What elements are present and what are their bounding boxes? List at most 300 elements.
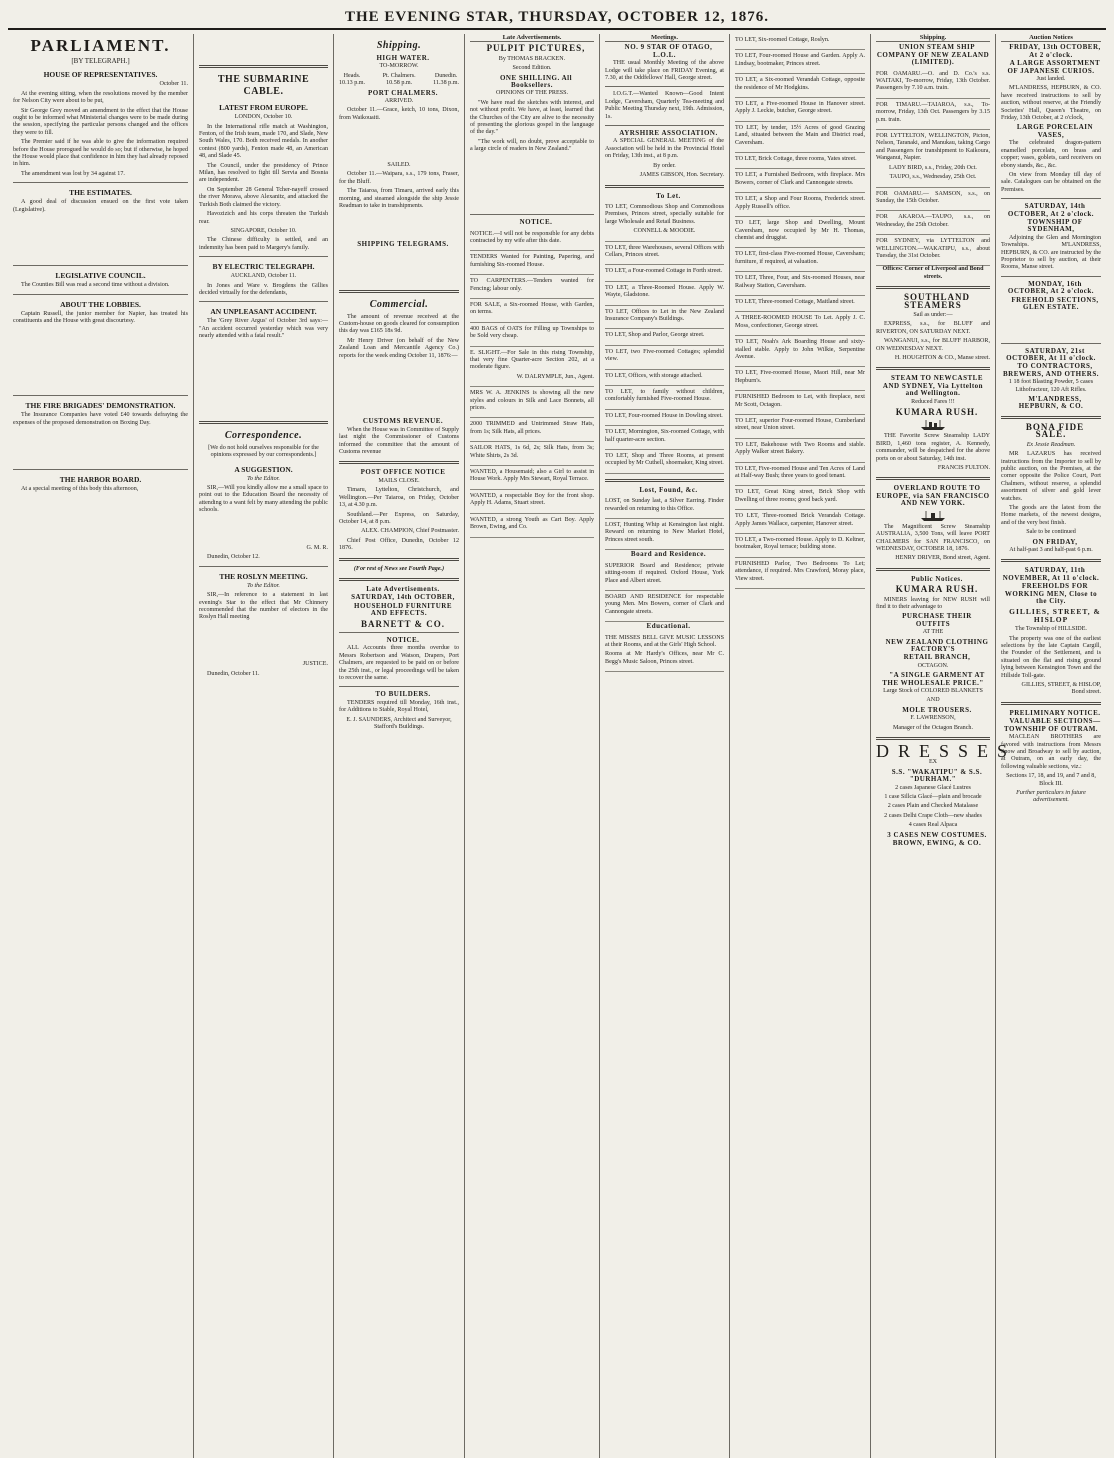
ad-text: WANGANUI, s.s., for BLUFF HARBOR, ON WEDNESDAY NEXT. — [876, 338, 990, 352]
ad-text: MINERS leaving for NEW RUSH will find it to their advantage to — [876, 596, 990, 610]
ad-text: TO LET, Offices to Let in the New Zealand Insurance Company's Buildings. — [605, 308, 724, 322]
sale-date: SATURDAY, 21st OCTOBER, At 11 o'clock. — [1006, 346, 1096, 363]
builders-heading: TO BUILDERS. — [375, 690, 431, 699]
fire-heading: THE FIRE BRIGADES' DEMONSTRATION. — [25, 401, 176, 411]
ad-signature: CONNELL & MOODIE. — [633, 228, 696, 235]
classified-ad — [605, 201, 724, 242]
classified-ad — [470, 251, 594, 275]
ad-text: TO LET, a Five-roomed House in Hanover street. Apply J. Leckie, butcher, George street. — [735, 101, 865, 115]
ad-text: WANTED, a respectable Boy for the front shop. Apply H. Adams, Stuart street. — [470, 492, 594, 507]
sale-date: SATURDAY, 14th OCTOBER, — [351, 593, 455, 602]
letter-signature: JUSTICE. — [302, 661, 328, 668]
manager-name: F. LAWRENSON, — [910, 715, 956, 722]
masthead: THE EVENING STAR, THURSDAY, OCTOBER 12, 1876. — [8, 4, 1106, 30]
late-ads-heading: Late Advertisements. — [470, 34, 594, 42]
article-paragraph: In Jones and Ware v. Brogdens the Gillies decided virtually for the defendants, — [199, 282, 328, 296]
commercial-paragraph: When the House was in Committee of Supply last night the Commissioner of Customs informed the committee that the amount of Customs revenue — [339, 426, 459, 456]
ad-text: FOR AKAROA.—TAUPO, s.s., on Wednesday, the 25th October. — [876, 214, 990, 228]
classified-ad — [735, 367, 865, 391]
factory-line: NEW ZEALAND CLOTHING FACTORY'S — [885, 637, 989, 653]
lost-found-heading: Lost, Found, &c. — [639, 485, 698, 494]
sailed-label: SAILED. — [387, 161, 411, 168]
ayrshire-title: AYRSHIRE ASSOCIATION. — [619, 129, 718, 138]
ad-text: MACLEAN BROTHERS are favored with instructions from Messrs Snow and Broadway to sell by auction, at Outram, on an early day, the following valuable sections, viz.: — [1001, 734, 1101, 770]
company-offices: Offices: Corner of Liverpool and Bond streets. — [882, 266, 984, 280]
ad-text: TO LET, Noah's Ark Boarding House and sixty-stalled stable. Apply to John Wilkie, Serpentine Avenue. — [735, 339, 865, 360]
pulpit-title: PULPIT PICTURES, — [486, 43, 586, 54]
letter-paragraph: SIR,—In reference to a statement in last evening's Star to the effect that Mr Chinnery recommended that the number of electors in the Roslyn Hall meeting — [199, 592, 328, 621]
ad-text: TO LET, two Five-roomed Cottages; splendid view. — [605, 348, 724, 363]
ad-text: BOARD AND RESIDENCE for respectable young Men. Mrs Bowers, corner of Clark and Cannongate streets. — [605, 593, 724, 615]
sailing-ad — [876, 68, 990, 99]
classified-ad — [470, 442, 594, 466]
classified-ad — [605, 306, 724, 330]
ad-text: 1 18 foot Blasting Powder, 5 cases Lithofracteur, 120 Aft Rifles. — [1008, 379, 1094, 393]
sailing-ad — [876, 188, 990, 212]
classified-ad — [605, 519, 724, 550]
steamship-icon — [920, 510, 946, 522]
ad-text: TO LET, Mornington, Six-roomed Cottage, with half quarter-acre section. — [605, 429, 724, 443]
telegrams-heading: SHIPPING TELEGRAMS. — [357, 239, 449, 248]
ad-text: M'LANDRESS, HEPBURN, & CO. have received instructions to sell by auction, without reserve, at the Friendly Societies' Hall, Queen's Theatre, on Friday, 13th October, at 2 o'clock, — [1001, 85, 1101, 122]
ad-text: TO LET, Four-roomed House and Garden. Apply A. Lindsay, bootmaker, Princes street. — [735, 53, 865, 67]
case-line: 2 cases Japanese Glacé Lustres — [895, 784, 971, 791]
ad-text: TO LET, Three-roomed Brick Verandah Cottage. Apply James Wallace, carpenter, Hanover street. — [735, 513, 865, 527]
preliminary-title: PRELIMINARY NOTICE. — [1009, 708, 1101, 717]
arrived-label: ARRIVED. — [384, 98, 414, 105]
classified-ad — [470, 275, 594, 299]
council-heading: LEGISLATIVE COUNCIL. — [55, 271, 146, 281]
steamship-icon — [920, 419, 946, 431]
shipping-heading: Shipping. — [376, 40, 422, 51]
sailing-ad — [876, 211, 990, 235]
ad-text: E. SLIGHT.—For Sale in this rising Township, that very fine Quarter-acre Section 202, at a moderate figure. — [470, 349, 594, 371]
sale-date: SATURDAY, 11th NOVEMBER, At 11 o'clock. — [1002, 566, 1100, 582]
ad-text: TO LET, Three, Four, and Six-roomed Houses, near Railway Station, Caversham. — [735, 275, 865, 289]
port-heading: PORT CHALMERS. — [367, 88, 439, 97]
correspondence-heading: Correspondence. — [224, 429, 303, 441]
article-paragraph: At a special meeting of this body this afternoon, — [21, 485, 139, 492]
ad-text: TO LET, Brick Cottage, three rooms, Yates street. — [735, 156, 857, 163]
classified-ad — [470, 514, 594, 538]
tide-table — [339, 73, 459, 88]
postmaster-signature: ALEX. CHAMPION, Chief Postmaster. — [361, 528, 459, 535]
ad-text: 400 BAGS of OATS for Filling up Townships to be Sold very cheap. — [470, 325, 594, 340]
classified-ad — [605, 329, 724, 345]
ad-text: The Magnificent Screw Steamship AUSTRALIA, 3,500 Tons, will leave PORT CHALMERS for SAN FRANCISCO, on WEDNESDAY, OCTOBER 18, 1876. — [876, 523, 990, 552]
bona-fide-title: BONA FIDE SALE. — [1025, 421, 1085, 440]
ad-text: TO LET, superior Four-roomed House, Cumberland street, near Union street. — [735, 418, 865, 432]
column-auctions — [996, 34, 1106, 1458]
classified-ad — [605, 591, 724, 622]
notice-text: ALL Accounts three months overdue to Messrs Robertson and Watson, Drapers, Port Chalmers, are requested to be paid on or before the 25th inst., or legal proceedings will be taken to recover the same. — [339, 645, 459, 681]
auction-heading: Auction Notices — [1001, 34, 1101, 42]
ad-text: TO LET, Three-roomed Cottage, Maitland street. — [735, 298, 855, 305]
auctioneer-name: M'LANDRESS, HEPBURN, & CO. — [1018, 395, 1084, 411]
ad-text: TO LET, by tender, 15½ Acres of good Grazing Land, situated between the Main and District road, Caversham. — [735, 124, 865, 146]
shipping-entry: October 11.—Waipara, s.s., 179 tons, Fraser, for the Bluff. — [339, 171, 459, 185]
meeting-text: A SPECIAL GENERAL MEETING of the Association will be held in the Provincial Hotel on Friday, 13th inst., at 8 p.m. — [605, 138, 724, 160]
landed-line: Just landed. — [1036, 76, 1066, 83]
review-quote: "We have read the sketches with interest, and not without profit. We have, at least, learned that the Churches of the City are alive to the necessity of presenting the glorious gospel in the language of the day." — [470, 99, 594, 136]
educational-heading: Educational. — [646, 622, 691, 631]
sale-date: SATURDAY, 14th OCTOBER, At 2 o'clock. — [1007, 202, 1095, 218]
ad-text: TO LET, Offices, with storage attached. — [605, 372, 703, 379]
sale-date: MONDAY, 16th OCTOBER, At 2 o'clock. — [1007, 279, 1095, 296]
costumes-line: 3 CASES NEW COSTUMES. — [887, 830, 987, 839]
column-meetings — [600, 34, 730, 1458]
household-heading: HOUSEHOLD FURNITURE AND EFFECTS. — [354, 601, 452, 618]
classified-ad — [470, 299, 594, 323]
late-ads-heading: Late Advertisements. — [366, 584, 440, 593]
ad-text: MRS W. A. JENKINS is showing all the new styles and colours in Silk and Lace Bonnets, all prices. — [470, 390, 594, 412]
classified-ad — [605, 495, 724, 519]
article-paragraph: A good deal of discussion ensued on the first vote taken (Legislative). — [13, 199, 188, 213]
ad-text: TO LET, Bakehouse with Two Rooms and stable. Apply Walker street Bakery. — [735, 441, 865, 456]
ad-text: TO LET, a Shop and Four Rooms, Frederick street. Apply Russell's office. — [735, 196, 865, 210]
pulpit-edition: Second Edition. — [512, 65, 552, 72]
ad-text: On view from Monday till day of sale. Catalogues can be obtained on the Premises. — [1001, 171, 1101, 193]
classified-ad — [735, 534, 865, 558]
ad-text: TO LET, Five-roomed House and Ten Acres of Land at Half-way Bush; three years to good tenant. — [735, 465, 865, 480]
tide-time: 11.38 p.m. — [433, 80, 459, 87]
firm-name: BROWN, EWING, & CO. — [892, 839, 982, 848]
vessel-line: TAUPO, s.s., Wednesday, 25th Oct. — [889, 174, 977, 181]
classified-ad — [605, 242, 724, 266]
kumara-title: KUMARA RUSH. — [895, 407, 979, 418]
japanese-title: A LARGE ASSORTMENT OF JAPANESE CURIOS. — [1007, 59, 1101, 75]
mail-entry: Timaru, Lyttelton, Christchurch, and Wellington.—Per Taiaroa, on Friday, October 13, at 4.30 p.m. — [339, 487, 459, 509]
article-paragraph: At the evening sitting, when the resolutions moved by the member for Nelson City were about to be put, — [13, 90, 188, 105]
ad-text: TO LET, Four-roomed House in Dowling street. — [605, 412, 723, 419]
classified-ad — [735, 98, 865, 122]
case-line: 2 cases Delhi Crape Cloth—new shades — [884, 812, 982, 819]
fares-note: Reduced Fares !!! — [911, 398, 955, 405]
correspondence-note: [We do not hold ourselves responsible for the opinions expressed by our correspondents.] — [208, 444, 319, 459]
classified-ad — [735, 272, 865, 296]
classified-ad — [735, 248, 865, 272]
lodge-title: NO. 9 STAR OF OTAGO, L.O.L. — [624, 43, 713, 59]
ad-text: LOST, Hunting Whip at Kensington last night. Reward on returning to New Market Hotel, Princes street south. — [605, 522, 724, 543]
ad-text: TO LET, large Shop and Dwelling, Mount Caversham, now occupied by Mr H. Thomas, chemist and druggist. — [735, 220, 865, 241]
ad-text: TO LET, Shop and Three Rooms, at present occupied by Mr Cuthell, shoemaker, King street. — [605, 453, 724, 467]
electric-heading: BY ELECTRIC TELEGRAPH. — [212, 262, 315, 272]
ad-text: WANTED, a strong Youth as Cart Boy. Apply Brown, Ewing, and Co. — [470, 516, 594, 531]
classified-ad — [735, 391, 865, 415]
ad-text: TO LET, a Four-roomed Cottage in Forth street. — [605, 268, 723, 275]
ad-text: FOR LYTTELTON, WELLINGTON, Picton, Nelson, Taranaki, and Manukau, taking Cargo and Passengers for transhipment to Kaikoura, Wanganui, Napier. — [876, 133, 990, 162]
ad-text: The goods are the latest from the Home markets, of the newest designs, and of the very best finish. — [1001, 504, 1101, 526]
article-paragraph: The amendment was lost by 34 against 17. — [21, 170, 125, 177]
ad-text: Rooms at Mr Hardy's Offices, near Mr C. Begg's Music Saloon, Princes street. — [605, 651, 724, 665]
sailing-ad — [876, 99, 990, 130]
classified-ad — [470, 387, 594, 418]
classified-ad — [735, 415, 865, 439]
glen-title: FREEHOLD SECTIONS, GLEN ESTATE. — [1011, 295, 1099, 311]
lobbies-heading: ABOUT THE LOBBIES. — [60, 299, 141, 309]
ad-text: The property was one of the earliest selections by the late Captain Cargill, the Founder of the Settlement, and is situated on the flat and rising ground lying between Kensington Town and the Hillside Toll-gate. — [1001, 635, 1101, 679]
ad-text: TO LET, a Three-Roomed House. Apply W. Wayte, Gladstone. — [605, 284, 724, 299]
commercial-heading: Commercial. — [369, 298, 429, 310]
roslyn-heading: THE ROSLYN MEETING. — [219, 571, 308, 581]
classified-ad — [735, 463, 865, 487]
ad-text: Adjoining the Glen and Mornington Townships. M'LANDRESS, HEPBURN, & CO. are instructed by the Proprietor to sell by auction, at their Rooms, Manse street. — [1001, 234, 1101, 271]
column-shipping — [334, 34, 465, 1458]
ex-line: EX — [928, 759, 938, 766]
union-company: UNION STEAM SHIP COMPANY OF NEW ZEALAND (LIMITED). — [876, 43, 990, 67]
article-paragraph: The 'Grey River Argus' of October 3rd says:— "An accident occurred yesterday which was very nearly attended with a fatal result." — [199, 318, 328, 340]
classified-ad — [605, 346, 724, 370]
commercial-paragraph: Mr Henry Driver (on behalf of the New Zealand Loan and Mercantile Agency Co.) reports for the week ending October 11, 1876:— — [339, 337, 459, 359]
ad-text: TO CARPENTERS.—Tenders wanted for Fencing; labour only. — [470, 278, 594, 292]
ad-text: THE MISSES BELL GIVE MUSIC LESSONS at their Rooms, and at the Girls' High School. — [605, 634, 724, 648]
post-office-heading: POST OFFICE NOTICE — [360, 468, 446, 477]
column-parliament — [8, 34, 194, 1458]
ad-text: TO LET, a Six-roomed Verandah Cottage, opposite the residence of Mr Hodgkins. — [735, 77, 865, 91]
harbor-heading: THE HARBOR BOARD. — [59, 474, 142, 484]
ex-ship-line: Ex Jessie Readman. — [1026, 441, 1076, 448]
europe-heading: LATEST FROM EUROPE. — [219, 103, 308, 113]
ad-text: LOST, on Sunday last, a Silver Earring. Finder rewarded on returning to this Office. — [605, 498, 724, 512]
classified-ad — [470, 347, 594, 388]
southland-title: SOUTHLAND STEAMERS — [903, 292, 970, 310]
column-steamers — [871, 34, 1017, 1458]
ad-text: FOR OAMARU.—O. and D. Co.'s s.s. WAITAKI, To-morrow, Friday, 13th October. Passengers by 7.10 a.m. train. — [876, 70, 990, 92]
ad-text: MR LAZARUS has received instructions from the Importer to sell by public auction, on the Premises, at the corner opposite the Police Court, Port Chalmers, without reserve, a splendid assortment of silver and gold lever watches. — [1001, 451, 1101, 502]
classified-ad — [470, 323, 594, 347]
column-cable — [194, 34, 334, 1458]
letter-dateline: Dunedin, October 12. — [207, 554, 260, 561]
byline: [BY TELEGRAPH.] — [71, 57, 130, 65]
classified-ad — [735, 217, 865, 248]
sale-continued: Sale to be continued — [1026, 529, 1076, 536]
garment-slogan: "A SINGLE GARMENT AT THE WHOLESALE PRICE." — [882, 671, 985, 687]
further-line: Further particulars in future advertisement. — [1016, 789, 1086, 804]
article-paragraph: Sir George Grey moved an amendment to the effect that the House ought to be informed what Ministerial changes were to be made during the session, specifying the particular persons changed and the offices they were to fill. — [13, 107, 188, 136]
dateline: SINGAPORE, October 10. — [230, 227, 297, 234]
article-paragraph: On September 28 General Tcher-nayeff crossed the river Morava, above Alexanitz, and attacked the Turkish Both claimed the victory. — [199, 186, 328, 208]
columns — [8, 34, 1106, 1458]
tide-place: Dunedin. — [434, 72, 458, 79]
public-notices-heading: Public Notices. — [911, 574, 963, 583]
ad-text: TO LET, a Furnished Bedroom, with fireplace. Mrs Bowers, corner of Clark and Cannongate streets. — [735, 172, 865, 186]
ad-text: SUPERIOR Board and Residence; private sitting-room if required. Oxford House, York Place and Albert street. — [605, 562, 724, 584]
classified-ad — [605, 632, 724, 673]
shipping-entry: The Taiaroa, from Timaru, arrived early this morning, and steamed alongside the ship Jessie Readman to take in transhipments. — [339, 188, 459, 209]
commercial-paragraph: The amount of revenue received at the Custom-house on goods cleared for consumption this day was £165 18s 9d. — [339, 313, 459, 335]
classified-ad — [605, 450, 724, 474]
classified-ad — [735, 558, 865, 589]
mail-entry: Southland.—Per Express, on Saturday, October 14, at 8 p.m. — [339, 511, 459, 525]
customs-heading: CUSTOMS REVENUE. — [362, 417, 444, 426]
meetings-heading: Meetings. — [605, 34, 724, 42]
classified-ad — [470, 466, 594, 490]
ad-text: TO LET, Five-roomed House, Maori Hill, near Mr Hepburn's. — [735, 370, 865, 384]
classified-ad — [605, 410, 724, 426]
shipping-entry: October 11.—Grace, ketch, 10 tons, Dixon, from Waikouaiti. — [339, 107, 459, 121]
ad-text: TO LET, a Two-roomed House. Apply to D. Keltner, bootmaker, Royal terrace; building stone. — [735, 537, 865, 551]
column-to-let — [730, 34, 871, 1458]
tide-time: 10.13 p.m. — [339, 80, 366, 87]
sale-date: FRIDAY, 13th OCTOBER, At 2 o'clock. — [1009, 43, 1101, 59]
classified-ad — [470, 490, 594, 514]
to-editor: To the Editor. — [247, 582, 280, 589]
tide-time: 10.58 p.m. — [386, 80, 413, 87]
article-paragraph: Havozizich and his corps threaten the Turkish rear. — [199, 211, 328, 225]
ad-text: TO LET, Shop and Parlor, George street. — [605, 332, 705, 339]
sailing-ad — [876, 130, 990, 187]
to-editor: To the Editor. — [247, 475, 280, 482]
by-order: By order. — [653, 162, 676, 169]
classified-ad — [605, 265, 724, 281]
meeting-text: THE usual Monthly Meeting of the above Lodge will take place on FRIDAY Evening, at 7.30, at the Oddfellows' Hall, George street. — [605, 60, 724, 82]
kumara-title: KUMARA RUSH. — [895, 584, 979, 595]
tide-place: Pt. Chalmers. — [382, 72, 416, 79]
notice-heading: NOTICE. — [386, 635, 420, 644]
sections-line: Sections 17, 18, and 19, and 7 and 8, Block III. — [1006, 773, 1096, 787]
article-paragraph: The Premier said if he was able to give the information required before the House prorogued he would do so; but if otherwise, he hoped the House would place that confidence in him they had already reposed in him. — [13, 139, 188, 168]
letter-paragraph: SIR,—Will you kindly allow me a small space to point out to the Education Board the necessity of attending to a want felt by many attending the public schools. — [199, 485, 328, 514]
builders-text: TENDERS required till Monday, 16th inst., for Additions to Stable, Royal Hotel, — [339, 699, 459, 714]
classified-ad — [735, 439, 865, 463]
tide-place: Heads. — [343, 72, 361, 79]
classified-ad — [735, 74, 865, 98]
shipping-heading: Shipping. — [876, 34, 990, 42]
article-paragraph: The Insurance Companies have voted £40 towards defraying the expenses of the proposed demonstration on Boxing Day. — [13, 412, 188, 426]
ad-text: FOR SYDNEY, via LYTTELTON and WELLINGTON.—WAKATIPU, s.s., about Tuesday, the 31st October. — [876, 238, 990, 259]
article-paragraph: Captain Russell, the junior member for Napier, has treated his constituents and the House with great discourtesy. — [13, 310, 188, 324]
ad-text: FOR TIMARU.—TAIAROA, s.s., To-morrow, Friday, 13th Oct. Passengers by 3.15 p.m. train. — [876, 101, 990, 123]
article-paragraph: The Council, under the presidency of Prince Milan, has resolved to fight till Servia and Bosnia are independent. — [199, 162, 328, 184]
classified-ad — [470, 228, 594, 252]
ad-text: EXPRESS, s.s., for BLUFF and RIVERTON, ON SATURDAY NEXT. — [876, 321, 990, 335]
fourth-page-note: (For rest of News see Fourth Page.) — [353, 565, 445, 572]
classified-ad — [470, 418, 594, 442]
sale-times: At half-past 3 and half-past 6 p.m. — [1009, 546, 1093, 553]
ad-text: THE Favorite Screw Steamship LADY BIRD, 1,460 tons register, A. Kennedy, commander, will be despatched for the above ports on or about Saturday, 14th inst. — [876, 433, 990, 462]
board-heading: Board and Residence. — [630, 550, 707, 559]
ad-text: FOR SALE, a Six-roomed House, with Garden, on terms. — [470, 301, 594, 316]
ad-text: TENDERS Wanted for Painting, Papering, and furnishing Six-roomed House. — [470, 254, 594, 268]
classified-ad — [735, 153, 865, 169]
ad-text: TO LET, Six-roomed Cottage, Roslyn. — [735, 37, 830, 43]
trousers-line: MOLE TROUSERS. — [902, 705, 972, 714]
classified-ad — [735, 169, 865, 193]
and-line: AND — [926, 697, 940, 704]
case-line: 1 case Sillcia Glacé—plain and brocade — [884, 794, 982, 801]
classified-ad — [735, 193, 865, 217]
classified-ad — [735, 50, 865, 74]
classified-ad — [735, 510, 865, 534]
on-friday: ON FRIDAY, — [1032, 537, 1078, 546]
blankets-line: Large Stock of COLORED BLANKETS — [883, 688, 983, 694]
classified-ad — [605, 370, 724, 386]
vessel-line: LADY BIRD, s.s., Friday, 20th Oct. — [889, 164, 977, 171]
at-the-line: AT THE — [922, 629, 944, 636]
ad-text: SAILOR HATS, 1s 6d, 2s; Silk Hats, from 3s; White Shirts, 2s 3d. — [470, 445, 594, 459]
accident-heading: AN UNPLEASANT ACCIDENT. — [210, 307, 317, 317]
pulpit-price: ONE SHILLING. All Booksellers. — [499, 73, 573, 90]
mails-close-label: MAILS CLOSE. — [378, 477, 420, 484]
auctioneer-name: GILLIES, STREET, & HISLOP — [1009, 607, 1101, 624]
case-line: 2 cases Plain and Checked Matalasse — [887, 803, 979, 810]
classified-ad — [605, 426, 724, 450]
porcelain-title: LARGE PORCELAIN VASES, — [1016, 123, 1094, 139]
article-paragraph: In the International rifle match at Washington, Fenton, of the Irish team, made 170, and Slade, New South Wales, 170. Both received medals. In another contest (800 yards), Fenton made 48, an American 48, and Slade 45. — [199, 123, 328, 160]
newcastle-title: STEAM TO NEWCASTLE AND SYDNEY, Via Lyttelton and Wellington. — [882, 374, 984, 398]
overland-title: OVERLAND ROUTE TO EUROPE, via SAN FRANCISCO AND NEW YORK. — [876, 484, 990, 508]
sydenham-title: TOWNSHIP OF SYDENHAM, — [1027, 217, 1083, 234]
case-line: 4 cases Real Alpaca — [908, 822, 958, 829]
classified-ad — [735, 312, 865, 336]
octagon-line: OCTAGON. — [917, 662, 949, 669]
to-let-heading: To Let. — [656, 191, 681, 200]
dresses-title: DRESSES — [876, 741, 1017, 762]
retail-line: RETAIL BRANCH, — [903, 653, 971, 662]
classified-ad — [735, 122, 865, 153]
classified-ad — [605, 560, 724, 591]
outram-title: VALUABLE SECTIONS—TOWNSHIP OF OUTRAM. — [1003, 717, 1101, 733]
ad-text: TO LET, first-class Five-roomed House, Caversham; furniture, if required, at valuation. — [735, 251, 865, 265]
ad-text: The celebrated dragon-pattern enamelled porcelain, on brass and copper; vases, goblets, card receivers on ebony stands, &c., &c. — [1001, 140, 1101, 169]
house-heading: HOUSE OF REPRESENTATIVES. — [43, 70, 158, 80]
cable-heading: THE SUBMARINE CABLE. — [217, 74, 310, 98]
ad-text: FOR OAMARU.— SAMSON, s.s., on Sunday, the 15th October. — [876, 190, 990, 204]
dateline: AUCKLAND, October 11. — [230, 273, 297, 280]
ad-signature: W. DALRYMPLE, Jun., Agent. — [516, 373, 594, 380]
article-paragraph: The Counties Bill was read a second time without a division. — [21, 282, 170, 289]
architect-name: E. J. SAUNDERS, Architect and Surveyor, Stafford's Buildings. — [346, 716, 452, 731]
purchase-line: PURCHASE THEIR OUTFITS — [902, 612, 972, 628]
ad-text: NOTICE.—I will not be responsible for any debts contracted by my wife after this date. — [470, 230, 594, 244]
township-title: The Township of HILLSIDE. — [1015, 626, 1087, 633]
manager-title: Manager of the Octagon Branch. — [892, 724, 974, 731]
classified-ad — [735, 296, 865, 312]
meeting-text: I.O.G.T.—Wanted Known—Good Intent Lodge, Caversham, Quarterly Tea-meeting and Public Meeting Thursday next, 19th. Admission, 1s. — [605, 91, 724, 120]
freeholds-title: FREEHOLDS FOR WORKING MEN, Close to the City. — [1004, 582, 1098, 605]
sail-as-under: Sail as under:— — [913, 311, 953, 318]
dateline: October 11. — [159, 81, 188, 88]
ad-text: TO LET, Commodious Shop and Commodious Premises, Princes street, specially suitable for large Wholesale and Retail Business. — [605, 203, 724, 225]
agent-signature: HENRY DRIVER, Bond street, Agent. — [895, 555, 990, 562]
classified-ad — [735, 336, 865, 367]
tomorrow-label: TO-MORROW. — [379, 63, 419, 70]
ad-text: A THREE-ROOMED HOUSE To Let. Apply J. C. Moss, confectioner, George street. — [735, 315, 865, 329]
auctioneer-signature: GILLIES, STREET, & HISLOP, Bond street. — [1021, 682, 1101, 696]
ad-text: TO LET, to family without children, comfortably furnished Five-roomed House. — [605, 389, 724, 403]
ad-text: WANTED, a Housemaid; also a Girl to assist in House Work. Apply Mrs Stewart, Royal Terrace. — [470, 469, 594, 483]
suggestion-heading: A SUGGESTION. — [234, 464, 293, 474]
notice-heading: NOTICE. — [519, 218, 553, 227]
letter-signature: G. M. R. — [306, 544, 328, 551]
ships-line: S.S. "WAKATIPU" & S.S. "DURHAM." — [891, 767, 983, 784]
post-office-dateline: Chief Post Office, Dunedin, October 12 1876. — [339, 537, 459, 552]
parliament-title: PARLIAMENT. — [30, 36, 171, 55]
ad-text: FURNISHED Bedroom to Let, with fireplace, next Mr Scott, Octagon. — [735, 394, 865, 408]
pulpit-author: By THOMAS BRACKEN. — [498, 55, 566, 62]
agent-signature: H. HOUGHTON & CO., Manse street. — [894, 355, 990, 361]
dateline: LONDON, October 10. — [234, 114, 293, 121]
classified-ad — [735, 34, 865, 50]
review-quote: "The work will, no doubt, prove acceptable to a large circle of readers in New Zealand." — [470, 138, 594, 153]
ad-text: TO LET, three Warehouses, several Offices with Cellars, Princes street. — [605, 244, 724, 258]
classified-ad — [605, 386, 724, 410]
classified-ad — [605, 282, 724, 306]
agent-signature: FRANCIS FULTON. — [937, 465, 990, 472]
auctioneer-name: BARNETT & CO. — [360, 618, 446, 629]
column-late-ads — [465, 34, 600, 1458]
opinions-heading: OPINIONS OF THE PRESS. — [495, 90, 568, 97]
